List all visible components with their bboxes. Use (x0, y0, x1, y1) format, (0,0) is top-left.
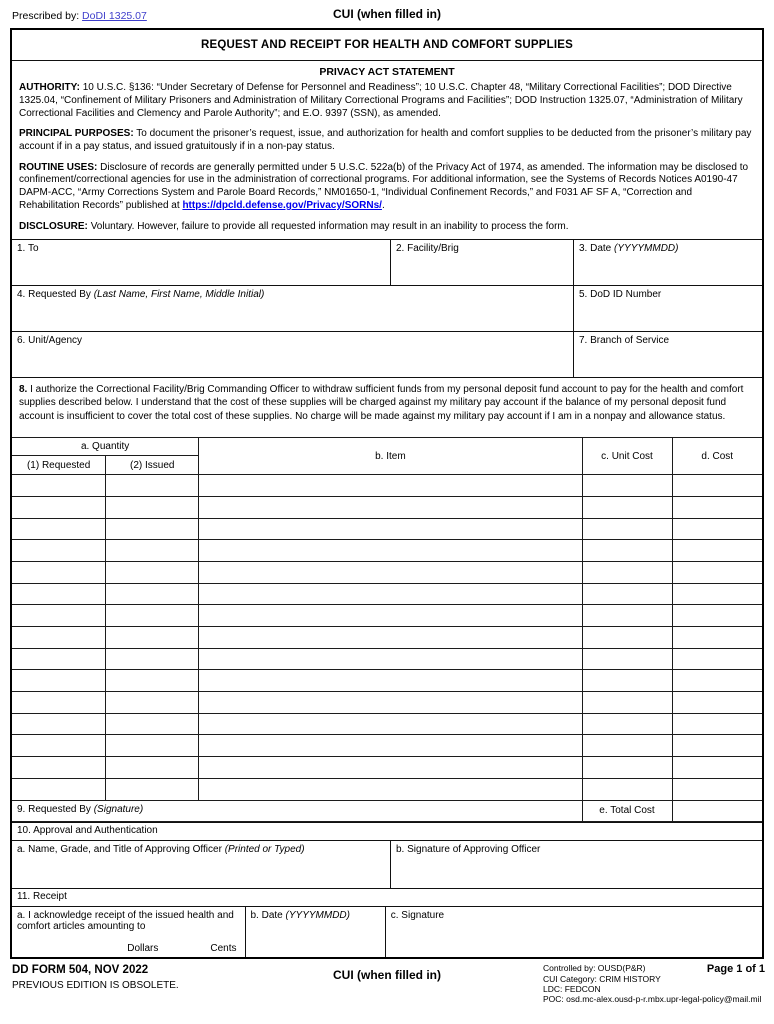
authority-label: AUTHORITY: (19, 82, 80, 94)
item-table-cell[interactable] (106, 778, 199, 800)
item-table-cell[interactable] (672, 648, 762, 670)
field-row-1-2-3 (12, 239, 762, 285)
authority-paragraph (19, 82, 755, 120)
page-count: Page 1 of 1 (706, 963, 765, 976)
item-table-cell[interactable] (106, 735, 199, 757)
item-table-cell[interactable] (106, 713, 199, 735)
cui-category: CUI Category: CRIM HISTORY (543, 973, 661, 984)
item-table-cell[interactable] (106, 670, 199, 692)
item-table-cell[interactable] (12, 583, 106, 605)
ldc: LDC: FEDCON (543, 983, 601, 994)
item-table-cell[interactable] (672, 713, 762, 735)
field-4-requested-by[interactable] (12, 286, 573, 331)
item-table-cell[interactable] (12, 713, 106, 735)
field-11b-label: b. Date (YYYYMMDD) (250, 910, 350, 922)
total-cost-value-cell[interactable] (672, 800, 762, 822)
dodi-1325-07-link[interactable]: DoDI 1325.07 (82, 10, 147, 22)
privacy-act-title: PRIVACY ACT STATEMENT (319, 66, 455, 78)
item-table-cell[interactable] (12, 670, 106, 692)
section-10-header-row (12, 822, 762, 840)
item-table-header (12, 438, 762, 475)
item-table-cell[interactable] (199, 496, 582, 518)
field-5-dod-id[interactable] (573, 286, 762, 331)
column-header-item: b. Item (199, 438, 582, 475)
disclosure-text: Voluntary. However, failure to provide all requested information may result in an inability to process the form. (90, 220, 569, 232)
dollars-cents-labels (12, 943, 245, 954)
item-table-cell[interactable] (199, 518, 582, 540)
item-table-row (12, 648, 762, 670)
field-10a-approving-officer-name[interactable] (12, 841, 390, 888)
item-table-cell[interactable] (199, 605, 582, 627)
field-4-label: 4. Requested By (Last Name, First Name, Middle Initial) (17, 289, 265, 301)
item-table-cell[interactable] (199, 561, 582, 583)
field-7-branch-of-service[interactable] (573, 332, 762, 377)
cents-label: Cents (210, 943, 237, 955)
item-table-cell[interactable] (582, 561, 672, 583)
column-header-unit-cost: c. Unit Cost (582, 438, 672, 475)
item-table-cell[interactable] (672, 670, 762, 692)
item-table-cell[interactable] (582, 757, 672, 779)
item-table-cell[interactable] (582, 670, 672, 692)
item-table-cell[interactable] (106, 518, 199, 540)
routine-uses-paragraph (19, 162, 755, 213)
routine-uses-text-end: . (381, 199, 385, 211)
form-number: DD FORM 504, NOV 2022 (12, 964, 149, 977)
item-table-cell[interactable] (12, 648, 106, 670)
item-table-cell[interactable] (672, 692, 762, 714)
dollars-label: Dollars (127, 943, 159, 955)
disclosure-label: DISCLOSURE: (19, 220, 88, 232)
item-table-cell[interactable] (106, 540, 199, 562)
item-table-cell[interactable] (12, 496, 106, 518)
item-table-cell[interactable] (106, 692, 199, 714)
column-header-quantity: a. Quantity (12, 438, 199, 456)
top-banner (0, 0, 774, 28)
disclosure-paragraph (19, 221, 755, 234)
previous-edition-note: PREVIOUS EDITION IS OBSOLETE. (12, 980, 179, 992)
item-table-row (12, 605, 762, 627)
item-table-cell[interactable] (672, 757, 762, 779)
principal-purposes-paragraph (19, 128, 755, 153)
field-11c-label: c. Signature (390, 910, 445, 922)
field-9-requested-by-signature[interactable] (12, 800, 582, 822)
item-table-row (12, 713, 762, 735)
item-table-cell[interactable] (106, 561, 199, 583)
field-10b-approving-officer-signature[interactable] (390, 841, 762, 888)
privacy-act-statement (12, 60, 762, 239)
controlled-by: Controlled by: OUSD(P&R) (543, 963, 646, 974)
item-table-cell[interactable] (12, 627, 106, 649)
item-table-row (12, 757, 762, 779)
item-table-cell[interactable] (672, 583, 762, 605)
field-row-6-7 (12, 331, 762, 377)
field-10a-label: a. Name, Grade, and Title of Approving Officer (Printed or Typed) (17, 844, 305, 856)
item-table-cell[interactable] (199, 778, 582, 800)
item-table-cell[interactable] (672, 518, 762, 540)
sorns-link[interactable]: https://dpcld.defense.gov/Privacy/SORNs/ (182, 199, 382, 211)
item-table-cell[interactable] (106, 627, 199, 649)
item-table-cell[interactable] (582, 735, 672, 757)
prescribed-by-label: Prescribed by: (12, 10, 80, 22)
item-table-cell[interactable] (199, 692, 582, 714)
item-table-row (12, 778, 762, 800)
section-8-number: 8. (19, 384, 28, 396)
field-2-facility-brig[interactable] (390, 240, 573, 285)
poc: POC: osd.mc-alex.ousd-p-r.mbx.upr-legal-policy@mail.mil (543, 994, 762, 1005)
item-table-cell[interactable] (12, 778, 106, 800)
column-header-requested: (1) Requested (12, 456, 106, 475)
field-11b-date[interactable] (245, 907, 385, 957)
cui-banner-top: CUI (when filled in) (333, 7, 441, 21)
item-table-cell[interactable] (199, 648, 582, 670)
footer-control-block (543, 963, 771, 1004)
item-table-cell[interactable] (582, 713, 672, 735)
item-table-cell[interactable] (12, 757, 106, 779)
item-table-row (12, 735, 762, 757)
principal-purposes-text: To document the prisoner’s request, issue, and authorization for health and comfort supplies to be deducted from the prisoner’s military pay account if in a pay status, and issued gratuitously if in a non-pay status. (19, 128, 752, 153)
item-table-cell[interactable] (672, 475, 762, 497)
field-6-label: 6. Unit/Agency (17, 335, 83, 347)
form-title: REQUEST AND RECEIPT FOR HEALTH AND COMFORT SUPPLIES (200, 39, 574, 51)
field-7-label: 7. Branch of Service (579, 335, 670, 347)
field-11a-acknowledge-receipt[interactable] (12, 907, 245, 957)
item-table-cell[interactable] (672, 561, 762, 583)
field-5-label: 5. DoD ID Number (579, 289, 662, 301)
section-11-cells (12, 906, 762, 957)
item-table-cell[interactable] (672, 496, 762, 518)
section-8-authorization (12, 377, 762, 437)
item-table-cell[interactable] (12, 605, 106, 627)
item-table-cell[interactable] (106, 648, 199, 670)
item-table-cell[interactable] (672, 735, 762, 757)
field-10b-label: b. Signature of Approving Officer (396, 844, 541, 856)
item-table-row (12, 496, 762, 518)
item-table-cell[interactable] (199, 583, 582, 605)
field-row-4-5 (12, 285, 762, 331)
field-11a-label: a. I acknowledge receipt of the issued health and comfort articles amounting to (17, 910, 234, 933)
item-table-cell[interactable] (672, 540, 762, 562)
item-table-cell[interactable] (582, 518, 672, 540)
section-8-text: I authorize the Correctional Facility/Brig Commanding Officer to withdraw sufficient funds from my personal deposit fund account to pay for the health and comfort supplies described below. I understand that the cost of these supplies will be charged against my military pay account if the balance of my personal deposit fund account is insufficient to cover the total cost of these supplies. No charge will be made against my military pay account if I am in a nonpay and allowance status. (19, 384, 744, 422)
item-table-cell[interactable] (12, 540, 106, 562)
field-6-unit-agency[interactable] (12, 332, 573, 377)
item-table-row (12, 670, 762, 692)
item-table-cell[interactable] (672, 778, 762, 800)
column-header-issued: (2) Issued (106, 456, 199, 475)
section-10-cells (12, 840, 762, 888)
item-table-cell[interactable] (582, 583, 672, 605)
item-table-cell[interactable] (12, 692, 106, 714)
item-table-row (12, 627, 762, 649)
item-table-cell[interactable] (106, 475, 199, 497)
item-table-cell[interactable] (12, 475, 106, 497)
page-footer (0, 959, 774, 1007)
item-table-cell[interactable] (582, 778, 672, 800)
total-cost-label: e. Total Cost (582, 800, 672, 822)
item-table-cell[interactable] (582, 648, 672, 670)
item-table-cell[interactable] (199, 627, 582, 649)
item-table-cell[interactable] (672, 605, 762, 627)
cui-banner-bottom: CUI (when filled in) (333, 968, 441, 983)
item-table-row (12, 518, 762, 540)
item-table-cell[interactable] (199, 713, 582, 735)
section-11-header-row (12, 888, 762, 906)
item-table-row (12, 692, 762, 714)
item-table-cell[interactable] (199, 540, 582, 562)
item-table-row (12, 540, 762, 562)
item-table-cell[interactable] (199, 757, 582, 779)
item-table-cell[interactable] (582, 605, 672, 627)
field-3-label: 3. Date (YYYYMMDD) (579, 243, 679, 255)
section-11-header: 11. Receipt (17, 891, 67, 903)
field-9-label: 9. Requested By (Signature) (17, 803, 144, 815)
item-table-cell[interactable] (106, 757, 199, 779)
column-header-cost: d. Cost (672, 438, 762, 475)
section-10-header: 10. Approval and Authentication (17, 825, 158, 837)
item-table-cell[interactable] (199, 475, 582, 497)
item-table-cell[interactable] (199, 735, 582, 757)
field-1-to[interactable] (12, 240, 390, 285)
item-table-cell[interactable] (106, 583, 199, 605)
item-table-body (12, 475, 762, 800)
item-table-row (12, 561, 762, 583)
form-body (10, 28, 764, 959)
item-table-cell[interactable] (582, 540, 672, 562)
field-1-label: 1. To (17, 243, 39, 255)
item-table-cell[interactable] (106, 605, 199, 627)
authority-text: 10 U.S.C. §136: “Under Secretary of Defense for Personnel and Readiness”; 10 U.S.C. Chapter 48, “Military Correctional Facilities”; DOD Directive 1325.04, “Confinement of Military Prisoners and Administration of Military Correctional Programs and Facilities”; DOD Instruction 1325.07, “Administration of Military Correctional Facilities and Clemency and Parole Authority”; and E.O. 9397 (SSN), as amended. (19, 82, 743, 119)
item-table (12, 437, 762, 822)
item-table-cell[interactable] (582, 692, 672, 714)
routine-uses-text: Disclosure of records are generally permitted under 5 U.S.C. 522a(b) of the Privacy Act of 1974, as amended. The information may be disclosed to confinement/correctional agencies for use in the administration of correctional programs. For additional information, see the Systems of Records Notices A0190-47 DAPM-ACC, “Army Corrections System and Parole Board Records,” NM01650-1, “Individual Confinement Records,” and F031 AF SF A, “Correction and Rehabilitation Records” published at (19, 161, 749, 211)
signature-total-row (12, 800, 762, 822)
item-table-row (12, 583, 762, 605)
item-table-cell[interactable] (199, 670, 582, 692)
item-table-cell[interactable] (12, 518, 106, 540)
item-table-cell[interactable] (106, 496, 199, 518)
item-table-cell[interactable] (672, 627, 762, 649)
principal-purposes-label: PRINCIPAL PURPOSES: (19, 128, 134, 140)
item-table-cell[interactable] (582, 496, 672, 518)
field-3-date[interactable] (573, 240, 762, 285)
item-table-cell[interactable] (582, 475, 672, 497)
routine-uses-label: ROUTINE USES: (19, 161, 98, 173)
item-table-cell[interactable] (582, 627, 672, 649)
field-11c-signature[interactable] (385, 907, 762, 957)
item-table-row (12, 475, 762, 497)
item-table-cell[interactable] (12, 561, 106, 583)
field-2-label: 2. Facility/Brig (396, 243, 459, 255)
item-table-cell[interactable] (12, 735, 106, 757)
